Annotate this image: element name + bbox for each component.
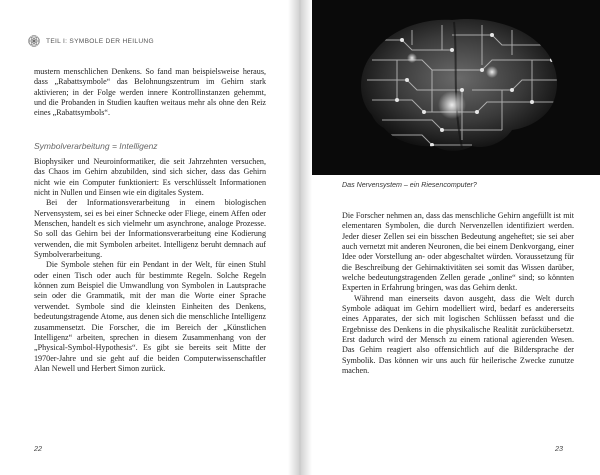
intro-text — [34, 67, 266, 119]
brain-circuit-image — [312, 0, 600, 175]
paragraph: Während man einerseits davon ausgeht, dass die Welt durch Symbole adäquat im Gehirn modelliert wird, bedarf es andererseits eines Apparates, der sich mit logischen Schlüssen befasst und die Ergebnisse des Denkens in die physikalische Realität zurückübersetzt. Erst dadurch wird der Mensch zu einem rational agierenden Wesen. Das Gehirn reagiert also offensichtlich auf die Bildersprache der Symbolik. Das können wir uns auch für heilerische Zwecke zunutze machen. — [342, 293, 574, 376]
paragraph: Bei der Informationsverarbeitung in einem biologischen Nervensystem, sei es bei einer Schnecke oder Fliege, einem Affen oder Menschen, handelt es sich vielmehr um asynchrone, analoge Prozesse. So soll das Gehirn bei der Informationsverarbeitung eine Kodierung verwenden, die mit Symbolen arbeitet. Intelligenz beruht demnach auf Symbolverarbeitung. — [34, 198, 266, 260]
running-head-text: TEIL I: SYMBOLE DER HEILUNG — [46, 37, 154, 45]
left-page — [0, 0, 288, 475]
paragraph: Biophysiker und Neuroinformatiker, die seit Jahrzehnten versuchen, das Chaos im Gehirn abzubilden, sind sich sicher, dass das Gehirn nicht wie ein Computer funktioniert: Es verschlüsselt Informationen nicht in Nullen und Einsen wie ein digitales System. — [34, 157, 266, 198]
flower-of-life-icon — [28, 35, 40, 47]
body-text-left — [34, 157, 266, 374]
page-number: 22 — [34, 444, 42, 453]
body-text-right — [342, 211, 574, 377]
book-gutter — [288, 0, 312, 475]
section-title: Symbolverarbeitung = Intelligenz — [34, 141, 158, 151]
page-number: 23 — [555, 444, 563, 453]
image-caption: Das Nervensystem – ein Riesencomputer? — [342, 181, 477, 189]
running-head — [28, 34, 154, 48]
paragraph: mustern menschlichen Denkens. So fand man beispielsweise heraus, dass „Rabattsymbole“ das Belohnungszentrum im Gehirn stark aktivieren; in der Folge werden innere Kontrollinstanzen gehemmt, und die Probanden in Studien kauften weitaus mehr als ohne den Reiz eines „Rabattsymbols“. — [34, 67, 266, 118]
paragraph: Die Symbole stehen für ein Pendant in der Welt, für einen Stuhl oder einen Tisch oder auch für bestimmte Regeln. Solche Regeln können zum Beispiel die Umwandlung von Symbolen in Lautsprache sein oder die Grammatik, mit der man die Worte einer Sprache verwendet. Symbole sind die kleinsten Einheiten des Denkens, bedeutungstragende Atome, aus denen sich die menschliche Intelligenz zusammensetzt. Die Forscher, die im Bereich der „Künstlichen Intelligenz“ arbeiten, sprechen in diesem Zusammenhang von der „Physical-Symbol-Hypothesis“. Es gibt sie bereits seit Mitte der 1970er-Jahre und sie geht auf die beiden Computerwissenschaftler Alan Newell und Herbert Simon zurück. — [34, 260, 266, 373]
paragraph: Die Forscher nehmen an, dass das menschliche Gehirn angefüllt ist mit elementaren Symbolen, die durch Nervenzellen identifiziert werden. Jeder dieser Zellen sei ein bisschen Bedeutung angeheftet; sie sei aber auch vernetzt mit anderen Neuronen, die bei einem Denkvorgang, einer Idee oder Vorstellung an- oder abgeschaltet würden. Voraussetzung für die Beschreibung der Gehirnaktivitäten sei somit das Wissen darüber, welche bedeutungstragenden Zellen gerade „online“ sind; so könnten Experten in Erfahrung bringen, was das Gehirn denkt. — [342, 211, 574, 293]
